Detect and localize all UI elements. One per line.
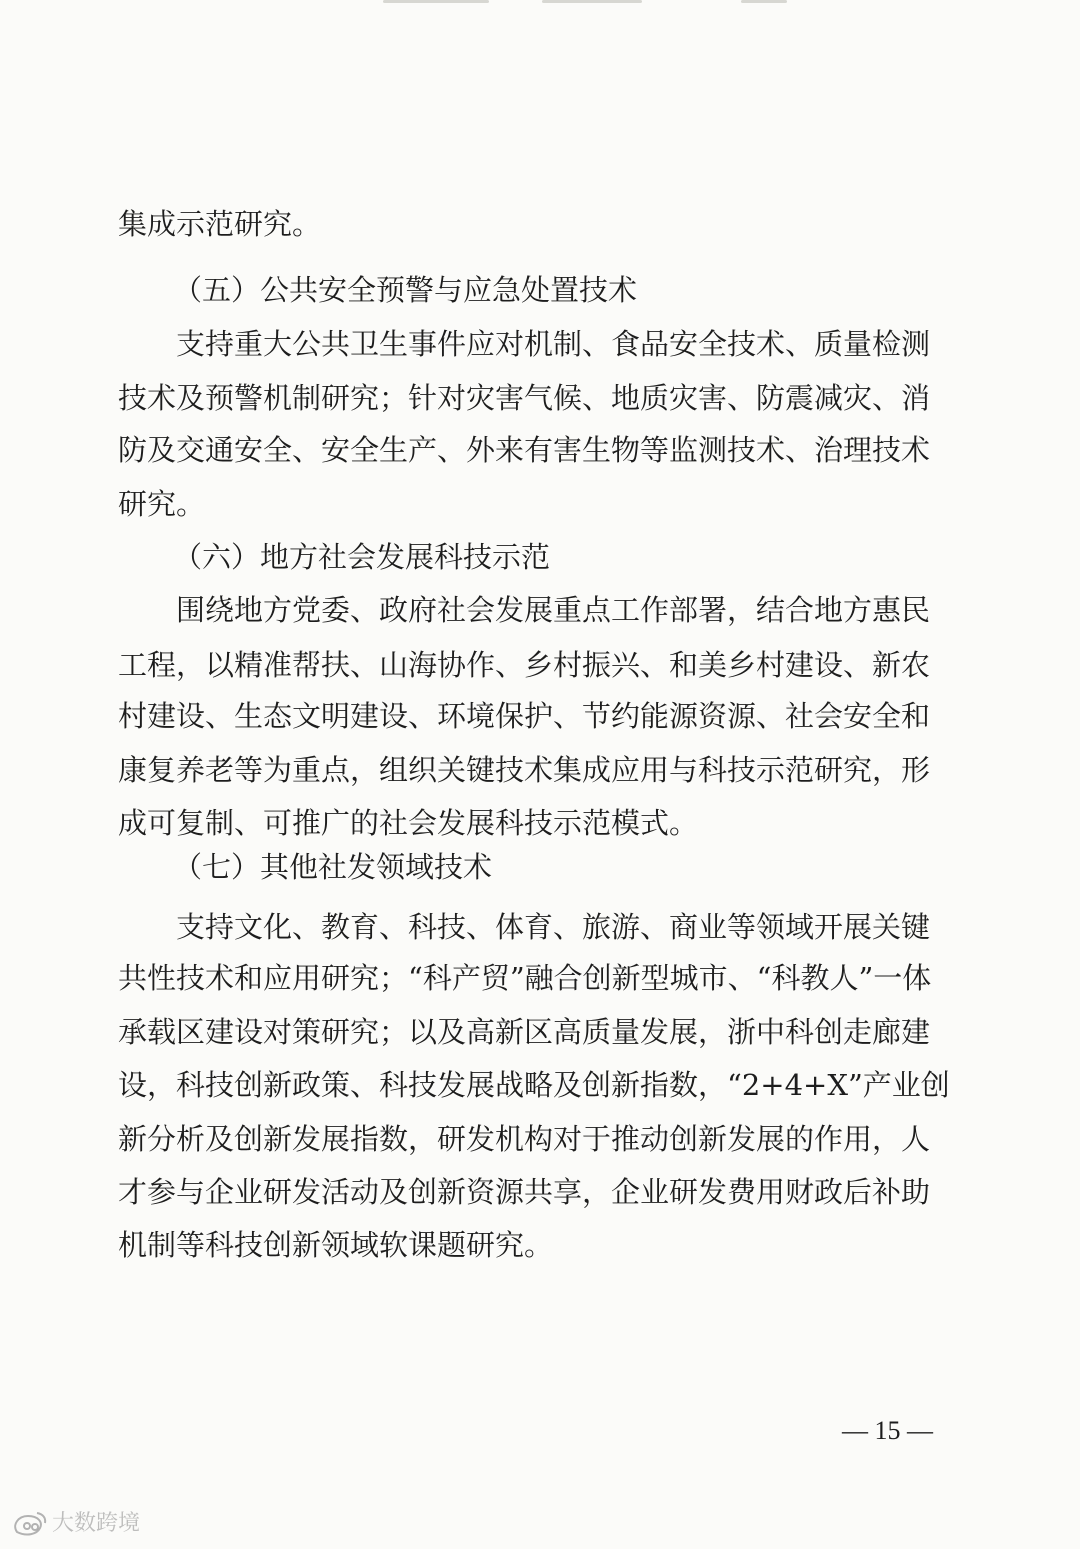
paragraph-line: 支持重大公共卫生事件应对机制、食品安全技术、质量检测 bbox=[176, 327, 931, 361]
scan-mark bbox=[741, 0, 787, 3]
scan-mark bbox=[542, 0, 642, 3]
watermark bbox=[10, 1509, 160, 1539]
paragraph-line: 村建设、生态文明建设、环境保护、节约能源资源、社会安全和 bbox=[118, 699, 931, 733]
section-heading: （七）其他社发领域技术 bbox=[173, 850, 493, 884]
page-number: — 15 — bbox=[842, 1416, 933, 1445]
paragraph-line: 承载区建设对策研究；以及高新区高质量发展，浙中科创走廊建 bbox=[118, 1015, 931, 1049]
paragraph-line: 设，科技创新政策、科技发展战略及创新指数，“2+4+X”产业创 bbox=[118, 1068, 950, 1102]
paragraph-line: 康复养老等为重点，组织关键技术集成应用与科技示范研究，形 bbox=[118, 753, 931, 787]
section-heading: （五）公共安全预警与应急处置技术 bbox=[173, 273, 638, 307]
paragraph-line: 防及交通安全、安全生产、外来有害生物等监测技术、治理技术 bbox=[118, 433, 931, 467]
scan-top-edge-marks bbox=[0, 0, 1080, 10]
paragraph-line: 技术及预警机制研究；针对灾害气候、地质灾害、防震减灾、消 bbox=[118, 381, 931, 415]
paragraph-line: 共性技术和应用研究；“科产贸”融合创新型城市、“科教人”一体 bbox=[118, 961, 932, 995]
paragraph-line: 研究。 bbox=[118, 487, 206, 521]
paragraph-line: 新分析及创新发展指数，研发机构对于推动创新发展的作用，人 bbox=[118, 1122, 931, 1156]
paragraph-line: 支持文化、教育、科技、体育、旅游、商业等领域开展关键 bbox=[176, 910, 931, 944]
section-heading: （六）地方社会发展科技示范 bbox=[173, 540, 551, 574]
paragraph-line: 围绕地方党委、政府社会发展重点工作部署，结合地方惠民 bbox=[176, 593, 931, 627]
paragraph-line: 机制等科技创新领域软课题研究。 bbox=[118, 1228, 554, 1262]
weibo-like-logo-icon bbox=[10, 1510, 48, 1538]
paragraph-line: 工程，以精准帮扶、山海协作、乡村振兴、和美乡村建设、新农 bbox=[118, 648, 931, 682]
paragraph-line: 成可复制、可推广的社会发展科技示范模式。 bbox=[118, 806, 699, 840]
scan-mark bbox=[383, 0, 489, 3]
paragraph-line: 集成示范研究。 bbox=[118, 207, 322, 241]
paragraph-line: 才参与企业研发活动及创新资源共享，企业研发费用财政后补助 bbox=[118, 1175, 931, 1209]
watermark-text: 大数跨境 bbox=[52, 1511, 141, 1536]
